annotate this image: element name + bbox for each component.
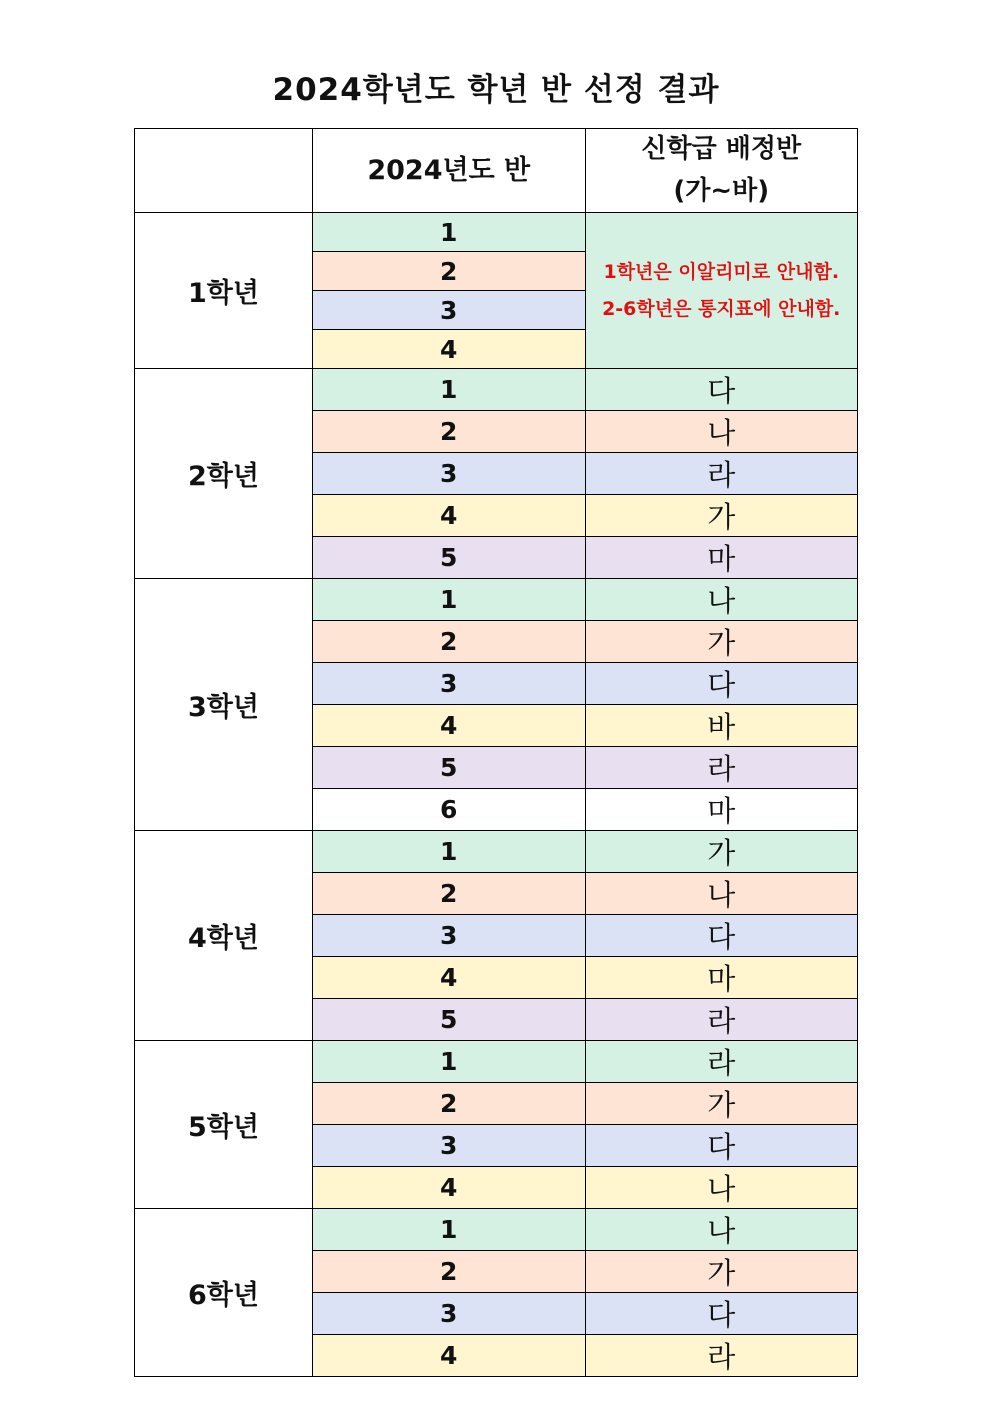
class-number: 1 — [313, 579, 586, 621]
class-number: 4 — [313, 957, 586, 999]
grade-label: 1학년 — [135, 213, 313, 369]
class-number: 2 — [313, 1083, 586, 1125]
class-number: 1 — [313, 1209, 586, 1251]
new-class-cell: 나 — [585, 579, 858, 621]
table-row — [135, 831, 858, 873]
class-number: 4 — [313, 1335, 586, 1377]
grade-label: 2학년 — [135, 369, 313, 579]
new-class-cell: 라 — [585, 999, 858, 1041]
class-number: 3 — [313, 1125, 586, 1167]
class-number: 2 — [313, 873, 586, 915]
class-number: 5 — [313, 999, 586, 1041]
class-assignment-table — [134, 128, 858, 1377]
class-number: 5 — [313, 537, 586, 579]
table-header-row — [135, 129, 858, 213]
header-grade-cell — [135, 129, 313, 213]
class-number: 2 — [313, 621, 586, 663]
new-class-cell: 나 — [585, 1209, 858, 1251]
new-class-cell: 다 — [585, 369, 858, 411]
table-row — [135, 1041, 858, 1083]
grade-label: 6학년 — [135, 1209, 313, 1377]
new-class-cell: 나 — [585, 411, 858, 453]
new-class-cell: 라 — [585, 453, 858, 495]
class-number: 1 — [313, 369, 586, 411]
class-number: 3 — [313, 291, 586, 330]
new-class-cell: 다 — [585, 663, 858, 705]
grade-label: 5학년 — [135, 1041, 313, 1209]
new-class-cell: 가 — [585, 1083, 858, 1125]
class-number: 4 — [313, 705, 586, 747]
class-number: 1 — [313, 831, 586, 873]
class-number: 1 — [313, 1041, 586, 1083]
new-class-cell: 다 — [585, 1293, 858, 1335]
header-class-cell: 2024년도 반 — [313, 129, 586, 213]
table-row — [135, 213, 858, 252]
new-class-cell: 마 — [585, 957, 858, 999]
grade-label: 3학년 — [135, 579, 313, 831]
class-number: 4 — [313, 1167, 586, 1209]
table-row — [135, 1209, 858, 1251]
header-new-class-line1: 신학급 배정반 — [641, 134, 802, 164]
notice-line2: 2-6학년은 통지표에 안내함. — [602, 297, 841, 320]
class-number: 6 — [313, 789, 586, 831]
new-class-cell: 나 — [585, 873, 858, 915]
table-row — [135, 579, 858, 621]
header-new-class-cell — [585, 129, 858, 213]
notice-line1: 1학년은 이알리미로 안내함. — [603, 260, 840, 283]
new-class-cell: 라 — [585, 1041, 858, 1083]
class-number: 3 — [313, 1293, 586, 1335]
new-class-cell: 마 — [585, 537, 858, 579]
header-new-class-line2: (가~바) — [673, 175, 770, 206]
class-number: 1 — [313, 213, 586, 252]
new-class-cell: 가 — [585, 621, 858, 663]
new-class-cell: 다 — [585, 1125, 858, 1167]
new-class-cell: 가 — [585, 495, 858, 537]
class-number: 3 — [313, 453, 586, 495]
new-class-cell: 가 — [585, 1251, 858, 1293]
class-number: 4 — [313, 495, 586, 537]
class-number: 3 — [313, 663, 586, 705]
new-class-cell: 다 — [585, 915, 858, 957]
new-class-cell: 라 — [585, 1335, 858, 1377]
table-row — [135, 369, 858, 411]
class-number: 3 — [313, 915, 586, 957]
new-class-cell: 가 — [585, 831, 858, 873]
new-class-cell: 나 — [585, 1167, 858, 1209]
page-title: 2024학년도 학년 반 선정 결과 — [272, 72, 720, 108]
class-number: 2 — [313, 1251, 586, 1293]
new-class-cell: 라 — [585, 747, 858, 789]
class-number: 4 — [313, 330, 586, 369]
notice-cell — [585, 213, 858, 369]
new-class-cell: 바 — [585, 705, 858, 747]
new-class-cell: 마 — [585, 789, 858, 831]
grade-label: 4학년 — [135, 831, 313, 1041]
class-number: 5 — [313, 747, 586, 789]
class-number: 2 — [313, 411, 586, 453]
class-number: 2 — [313, 252, 586, 291]
